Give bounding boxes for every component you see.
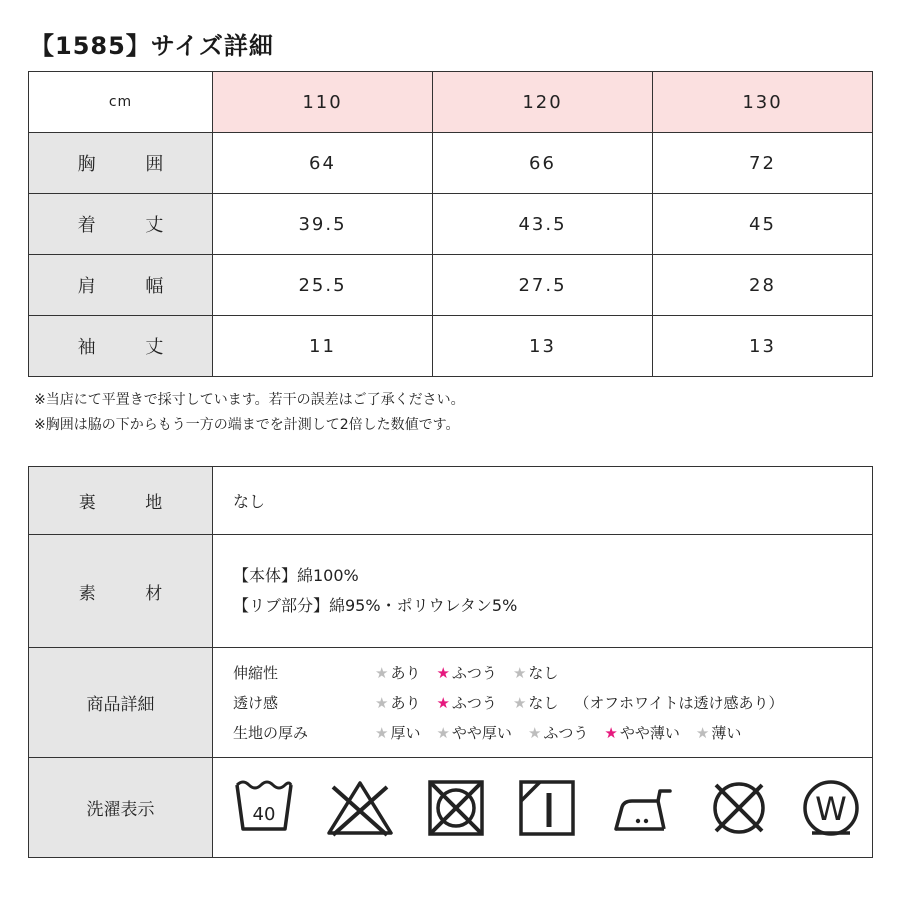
- details-value: [213, 648, 873, 758]
- size-header-110: 110: [213, 72, 433, 133]
- detail-option: [513, 692, 558, 713]
- detail-option: [375, 662, 420, 683]
- table-cell: 25.5: [213, 255, 433, 316]
- star-icon: ★: [512, 664, 527, 682]
- material-value: [213, 535, 873, 648]
- svg-text:40: 40: [252, 803, 276, 825]
- measurement-notes: [34, 388, 465, 438]
- detail-option-label: あり: [390, 664, 421, 682]
- lining-label: 裏 地: [29, 467, 213, 535]
- material-line: 【本体】綿100%: [233, 566, 359, 585]
- detail-option-label: 厚い: [390, 724, 421, 742]
- detail-option-label: 薄い: [711, 724, 742, 742]
- detail-option-label: やや厚い: [451, 724, 512, 742]
- info-row-care: [29, 758, 873, 858]
- wet-clean-icon: [800, 777, 862, 839]
- size-table: [28, 71, 873, 377]
- row-label-chest: 胸 囲: [29, 133, 213, 194]
- lining-value: なし: [213, 467, 873, 535]
- table-cell: 39.5: [213, 194, 433, 255]
- detail-row: [233, 658, 872, 688]
- size-header-130: 130: [653, 72, 873, 133]
- care-icons: [233, 777, 872, 839]
- star-selected-icon: ★: [436, 694, 450, 712]
- table-cell: 13: [433, 316, 653, 377]
- detail-rows: [233, 658, 872, 748]
- table-cell: 11: [213, 316, 433, 377]
- svg-text:W: W: [815, 789, 847, 828]
- material-label: 素 材: [29, 535, 213, 648]
- iron-medium-icon: [608, 777, 678, 839]
- star-icon: ★: [436, 724, 450, 742]
- detail-row: [233, 718, 872, 748]
- table-cell: 66: [433, 133, 653, 194]
- detail-option: [436, 722, 511, 743]
- size-header-120: 120: [433, 72, 653, 133]
- no-dry-clean-icon: [708, 777, 770, 839]
- detail-option: [696, 722, 741, 743]
- detail-option-label: やや薄い: [619, 724, 680, 742]
- table-row: [29, 316, 873, 377]
- table-cell: 27.5: [433, 255, 653, 316]
- detail-row-label: 透け感: [233, 694, 279, 712]
- table-cell: 45: [653, 194, 873, 255]
- detail-option-label: ふつう: [451, 694, 497, 712]
- info-table: [28, 466, 873, 858]
- iron-dot: [644, 818, 648, 822]
- info-row-material: [29, 535, 873, 648]
- iron-dot: [636, 818, 640, 822]
- no-tumble-dry-icon: [425, 777, 487, 839]
- table-cell: 64: [213, 133, 433, 194]
- table-row: [29, 194, 873, 255]
- row-label-shoulder: 肩 幅: [29, 255, 213, 316]
- note-line: ※当店にて平置きで採寸しています。若干の誤差はご了承ください。: [34, 392, 465, 408]
- detail-option-label: なし: [528, 694, 559, 712]
- row-label-sleeve: 袖 丈: [29, 316, 213, 377]
- detail-option: [528, 722, 588, 743]
- detail-option: [375, 722, 420, 743]
- detail-option: [436, 692, 496, 713]
- care-icons-cell: [213, 758, 873, 858]
- detail-option: [604, 722, 679, 743]
- info-row-lining: [29, 467, 873, 535]
- detail-row: [233, 688, 872, 718]
- size-header-row: [29, 72, 873, 133]
- detail-option: [436, 662, 496, 683]
- detail-option-label: あり: [390, 694, 421, 712]
- table-row: [29, 133, 873, 194]
- line-dry-icon: [516, 777, 578, 839]
- info-row-details: [29, 648, 873, 758]
- note-line: ※胸囲は脇の下からもう一方の端までを計測して2倍した数値です。: [34, 417, 460, 433]
- details-label: 商品詳細: [29, 648, 213, 758]
- detail-option-label: ふつう: [451, 664, 497, 682]
- detail-note: （オフホワイトは透け感あり）: [574, 694, 784, 712]
- star-icon: ★: [375, 664, 389, 682]
- table-cell: 28: [653, 255, 873, 316]
- table-cell: 43.5: [433, 194, 653, 255]
- wash-40-icon: [233, 777, 295, 839]
- star-icon: ★: [375, 694, 389, 712]
- detail-row-label: 生地の厚み: [233, 724, 309, 742]
- detail-option-label: なし: [528, 664, 559, 682]
- page-title: 【1585】サイズ詳細: [30, 32, 274, 60]
- star-icon: ★: [512, 694, 527, 712]
- detail-option: [375, 692, 420, 713]
- material-line: 【リブ部分】綿95%・ポリウレタン5%: [233, 596, 518, 615]
- star-selected-icon: ★: [436, 664, 450, 682]
- star-icon: ★: [375, 724, 389, 742]
- detail-option: [513, 662, 558, 683]
- table-row: [29, 255, 873, 316]
- detail-row-label: 伸縮性: [233, 664, 279, 682]
- row-label-length: 着 丈: [29, 194, 213, 255]
- table-cell: 13: [653, 316, 873, 377]
- care-label: 洗濯表示: [29, 758, 213, 858]
- no-bleach-icon: [325, 777, 395, 839]
- star-selected-icon: ★: [604, 724, 618, 742]
- star-icon: ★: [527, 724, 542, 742]
- star-icon: ★: [695, 724, 710, 742]
- detail-option-label: ふつう: [543, 724, 589, 742]
- table-cell: 72: [653, 133, 873, 194]
- unit-cell: cm: [29, 72, 213, 133]
